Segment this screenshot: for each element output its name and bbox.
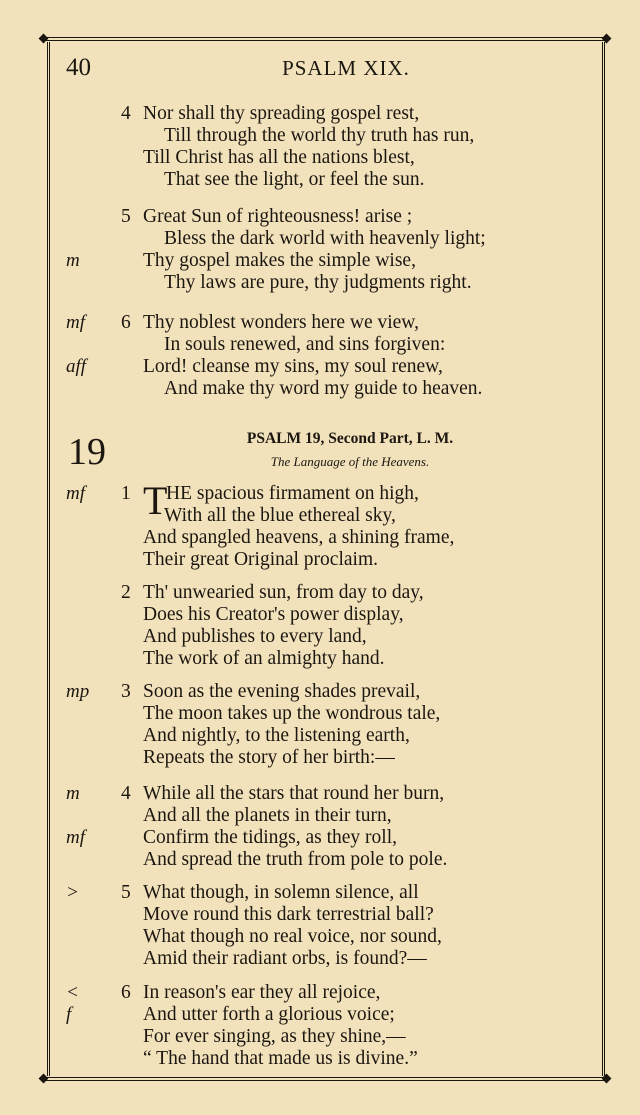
right-border-rule <box>602 42 605 1076</box>
verse-line: “ The hand that made us is divine.” <box>143 1048 418 1069</box>
page-title: PSALM XIX. <box>282 56 410 80</box>
verse-line: While all the stars that round her burn, <box>143 783 445 804</box>
verse-number: 6 <box>121 982 131 1003</box>
verse-number: 4 <box>121 783 131 804</box>
verse-number: 6 <box>121 312 131 333</box>
verse-line: The work of an almighty hand. <box>143 648 385 669</box>
dynamic-mark: mf <box>66 827 85 848</box>
verse-line: Till Christ has all the nations blest, <box>143 147 415 168</box>
psalm-number: 19 <box>68 431 106 473</box>
verse-number: 2 <box>121 582 131 603</box>
bottom-border-rule <box>40 1076 610 1082</box>
verse-line: And nightly, to the listening earth, <box>143 725 410 746</box>
verse-number: 5 <box>121 882 131 903</box>
verse-line: Move round this dark terrestrial ball? <box>143 904 434 925</box>
verse-line: And make thy word my guide to heaven. <box>164 378 483 399</box>
dynamic-mark: f <box>66 1004 72 1025</box>
dynamic-mark: mp <box>66 681 90 702</box>
verse-line: Nor shall thy spreading gospel rest, <box>143 103 420 124</box>
verse-line: And spangled heavens, a shining frame, <box>143 527 455 548</box>
verse-line: Till through the world thy truth has run, <box>164 125 475 146</box>
verse-line: Repeats the story of her birth:— <box>143 747 395 768</box>
verse-line: And spread the truth from pole to pole. <box>143 849 448 870</box>
dynamic-mark: mf <box>66 312 85 333</box>
verse-line: In souls renewed, and sins forgiven: <box>164 334 446 355</box>
verse-number: 5 <box>121 206 131 227</box>
psalm-heading: PSALM 19, Second Part, L. M. <box>246 430 454 447</box>
verse-number: 3 <box>121 681 131 702</box>
verse-line: Thy laws are pure, thy judgments right. <box>164 272 472 293</box>
verse-line: Bless the dark world with heavenly light; <box>164 228 486 249</box>
verse-line: And all the planets in their turn, <box>143 805 392 826</box>
dynamic-mark: > <box>66 882 79 903</box>
verse-line: In reason's ear they all rejoice, <box>143 982 381 1003</box>
verse-line: And publishes to every land, <box>143 626 367 647</box>
dynamic-mark: m <box>66 783 80 804</box>
verse-line: With all the blue ethereal sky, <box>164 505 396 526</box>
verse-line: Amid their radiant orbs, is found?— <box>143 948 427 969</box>
drop-cap: T <box>143 478 168 523</box>
running-header <box>66 54 566 84</box>
psalm-subtitle: The Language of the Heavens. <box>270 454 430 469</box>
dynamic-mark: aff <box>66 356 87 377</box>
verse-line: That see the light, or feel the sun. <box>164 169 425 190</box>
verse-line: Thy gospel makes the simple wise, <box>143 250 416 271</box>
dynamic-mark: < <box>66 982 79 1003</box>
dynamic-mark: m <box>66 250 80 271</box>
verse-line: What though no real voice, nor sound, <box>143 926 442 947</box>
verse-line: What though, in solemn silence, all <box>143 882 419 903</box>
verse-line: The moon takes up the wondrous tale, <box>143 703 441 724</box>
verse-line: Lord! cleanse my sins, my soul renew, <box>143 356 443 377</box>
ornament-diamond-icon <box>39 1074 49 1084</box>
verse-number: 1 <box>121 483 131 504</box>
left-border-rule <box>47 42 50 1076</box>
verse-line: And utter forth a glorious voice; <box>143 1004 395 1025</box>
dynamic-mark: mf <box>66 483 85 504</box>
ornament-diamond-icon <box>602 1074 612 1084</box>
top-border-rule <box>40 36 610 42</box>
verse-line: Th' unwearied sun, from day to day, <box>143 582 424 603</box>
verse-line: Soon as the evening shades prevail, <box>143 681 421 702</box>
verse-line: For ever singing, as they shine,— <box>143 1026 406 1047</box>
verse-line: Their great Original proclaim. <box>143 549 378 570</box>
verse-line: Thy noblest wonders here we view, <box>143 312 419 333</box>
verse-line: Great Sun of righteousness! arise ; <box>143 206 413 227</box>
verse-line: Confirm the tidings, as they roll, <box>143 827 398 848</box>
verse-line: HE spacious firmament on high, <box>166 483 419 504</box>
verse-number: 4 <box>121 103 131 124</box>
page-number: 40 <box>66 54 91 81</box>
verse-line: Does his Creator's power display, <box>143 604 404 625</box>
